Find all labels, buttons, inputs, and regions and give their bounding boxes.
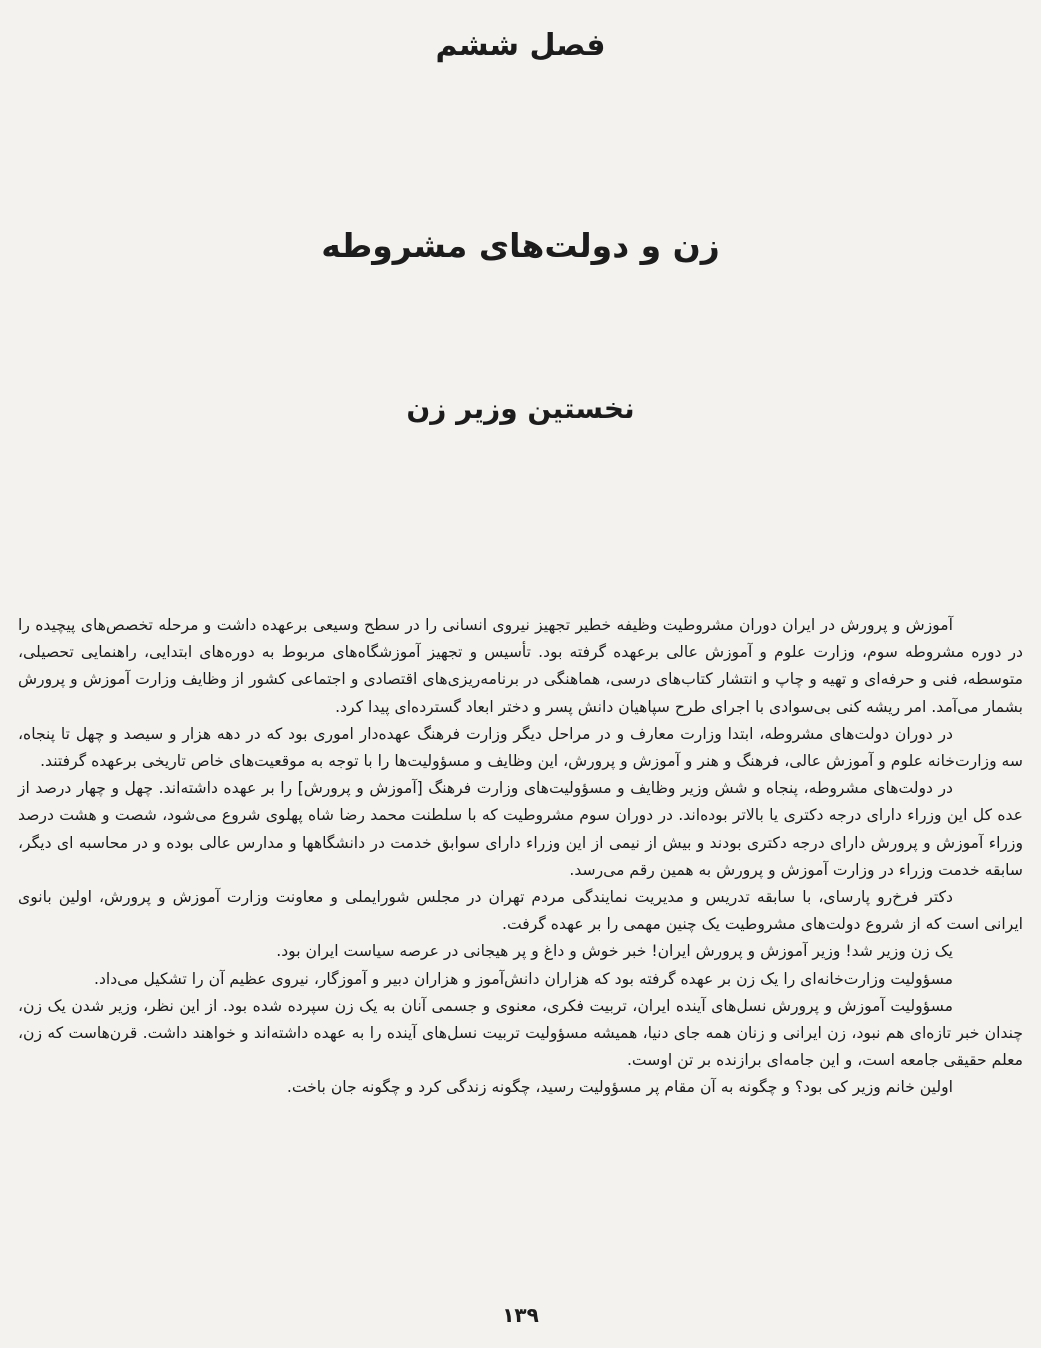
paragraph: در دوران دولت‌های مشروطه، ابتدا وزارت معارف و در مراحل دیگر وزارت فرهنگ عهده‌دار اموری بود که در دهه هزار و سیصد و چهل تا پنجاه، سه وزارت‌خانه علوم و آموزش عالی، فرهنگ و هنر و آموزش و پرورش، این وظایف و مسؤولیت‌ها را با توجه به موقعیت‌های خاص تاریخی برعهده گرفتند. <box>18 724 1023 771</box>
paragraph: مسؤولیت آموزش و پرورش نسل‌های آینده ایران، تربیت فکری، معنوی و جسمی آنان به یک زن سپرده شده بود. از این نظر، وزیر شدن یک زن، چندان خبر تازه‌ای هم نبود، زن ایرانی و زنان همه جای دنیا، همیشه مسؤولیت تربیت نسل‌های آینده را به عهده داشته‌اند و خواهند داشت. قرن‌هاست که زن، معلم حقیقی جامعه است، و این جامه‌ای برازنده بر تن اوست. <box>18 996 1023 1070</box>
chapter-title: زن و دولت‌های مشروطه <box>321 226 720 265</box>
paragraph: یک زن وزیر شد! وزیر آموزش و پرورش ایران! خبر خوش و داغ و پر هیجانی در عرصه سیاست ایران بود. <box>276 942 953 961</box>
body-text <box>18 612 1023 1102</box>
section-title: نخستین وزیر زن <box>406 392 635 425</box>
paragraph: آموزش و پرورش در ایران دوران مشروطیت وظیفه خطیر تجهیز نیروی انسانی را در سطح وسیعی برعهده داشت و مرحله تخصص‌های پیچیده را در دوره مشروطه سوم، وزارت علوم و آموزش عالی برعهده گرفته بود. تأسیس و تجهیز آموزشگاه‌های مربوط به دوره‌های ابتدایی، راهنمایی تحصیلی، متوسطه، فنی و حرفه‌ای و تهیه و چاپ و انتشار کتاب‌های درسی، هماهنگی در برنامه‌ریزی‌های اقتصادی و اجتماعی کشور از وظایف وزارت آموزش و پرورش بشمار می‌آمد. امر ریشه کنی بی‌سوادی با اجرای طرح سپاهیان دانش پسر و دختر ابعاد گسترده‌ای پیدا کرد. <box>18 616 1023 716</box>
page-number: ۱۳۹ <box>502 1303 539 1327</box>
paragraph: اولین خانم وزیر کی بود؟ و چگونه به آن مقام پر مسؤولیت رسید، چگونه زندگی کرد و چگونه جان باخت. <box>286 1078 953 1097</box>
paragraph: مسؤولیت وزارت‌خانه‌ای را یک زن بر عهده گرفته بود که هزاران دانش‌آموز و هزاران دبیر و آموزگار، نیروی عظیم آن را تشکیل می‌داد. <box>93 969 953 988</box>
chapter-heading: فصل ششم <box>435 28 606 63</box>
paragraph: دکتر فرخ‌رو پارسای، با سابقه تدریس و مدیریت نمایندگی مردم تهران در مجلس شورایملی و معاونت وزارت آموزش و پرورش، اولین بانوی ایرانی است که از شروع دولت‌های مشروطیت یک چنین مهمی را بر عهده گرفت. <box>18 888 1023 934</box>
paragraph: در دولت‌های مشروطه، پنجاه و شش وزیر وظایف و مسؤولیت‌های وزارت فرهنگ [آموزش و پرورش] را بر عهده داشته‌اند. چهل و چهار درصد از عده کل این وزراء دارای درجه دکتری یا بالاتر بوده‌اند. در دوران سوم مشروطیت که با سلطنت محمد رضا شاه پهلوی شروع می‌شود، شصت و هشت درصد وزراء آموزش و پرورش دارای درجه دکتری بودند و بیش از نیمی از این وزراء دارای سوابق خدمت در دانشگاهها و مدارس عالی بوده و در محاسبه ای دیگر، سابقه خدمت وزراء در وزارت آموزش و پرورش به همین رقم می‌رسد. <box>18 779 1023 879</box>
